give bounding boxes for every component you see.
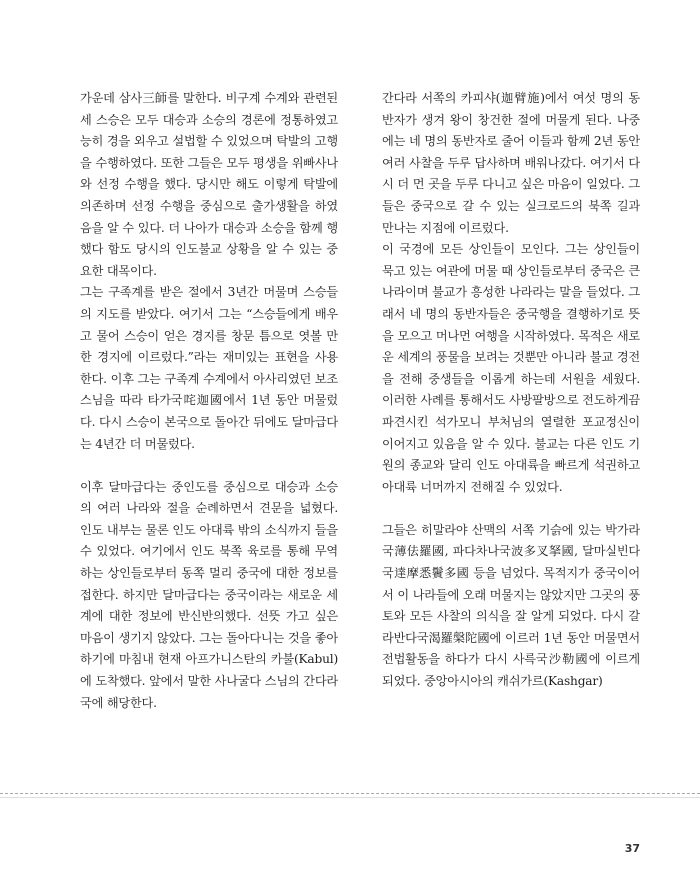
right-paragraph-1: 간다라 서쪽의 카피샤(迦臂施)에서 여섯 명의 동반자가 생겨 왕이 창건한 절에 머물게 된다. 나중에는 네 명의 동반자로 줄어 이들과 함께 2년 동안 여러 사찰을 두루 답사하며 배워나갔다. 여기서 다시 더 먼 곳을 두루 다니고 싶은 마음이 일었다. 그들은 중국으로 갈 수 있는 실크로드의 북쪽 길과 만나는 지점에 이르렀다. xyxy=(382,91,640,235)
right-paragraph-2: 이 국경에 모든 상인들이 모인다. 그는 상인들이 묵고 있는 여관에 머물 때 상인들로부터 중국은 큰 나라이며 불교가 흥성한 나라라는 말을 들었다. 그래서 네 명의 동반자들은 중국행을 결행하기로 뜻을 모으고 머나먼 여행을 시작하였다. 목적은 새로운 세계의 풍물을 보려는 것뿐만 아니라 불교 경전을 전해 중생들을 이롭게 하는데 서원을 세웠다. 이러한 사례를 통해서도 사방팔방으로 전도하게끔 파견시킨 석가모니 부처님의 열렬한 포교정신이 이어지고 있음을 알 수 있다. 불교는 다른 인도 기원의 종교와 달리 인도 아대륙을 빠르게 석권하고 아대륙 너머까지 전해질 수 있었다. xyxy=(382,242,640,494)
paragraph-gap xyxy=(382,498,640,520)
right-column xyxy=(382,88,640,693)
left-paragraph-3: 이후 달마급다는 중인도를 중심으로 대승과 소승의 여러 나라와 절을 순례하면서 견문을 넓혔다. 인도 내부는 물론 인도 아대륙 밖의 소식까지 들을 수 있었다. 여기에서 인도 북쪽 육로를 통해 무역하는 상인들로부터 동쪽 멀리 중국에 대한 정보를 접한다. 하지만 달마급다는 중국이라는 새로운 세계에 대한 정보에 반신반의했다. 선뜻 가고 싶은 마음이 생기지 않았다. 그는 돌아다니는 것을 좋아하기에 마침내 현재 아프가니스탄의 카불(Kabul)에 도착했다. 앞에서 말한 사나굴다 스님의 간다라국에 해당한다. xyxy=(80,479,338,710)
left-column xyxy=(80,88,338,714)
left-paragraph-1: 가운데 삼사三師를 말한다. 비구계 수계와 관련된 세 스승은 모두 대승과 소승의 경론에 정통하였고 능히 경을 외우고 설법할 수 있었으며 탁발의 고행을 수행하였다. 또한 그들은 모두 평생을 위빠사나와 선정 수행을 했다. 당시만 해도 이렇게 탁발에 의존하며 선정 수행을 중심으로 출가생활을 하였음을 알 수 있다. 더 나아가 대승과 소승을 함께 행했다 함도 당시의 인도불교 상황을 알 수 있는 중요한 대목이다. xyxy=(80,91,338,278)
paragraph-gap xyxy=(80,455,338,477)
right-paragraph-3: 그들은 히말라야 산맥의 서쪽 기슭에 있는 박가라국薄佉羅國, 파다차나국波多叉拏國, 달마실빈다국達摩悉鬢多國 등을 넘었다. 목적지가 중국이어서 이 나라들에 오래 머물지는 않았지만 그곳의 풍토와 모든 사찰의 의식을 잘 알게 되었다. 다시 갈라반다국渴羅槃陀國에 이르러 1년 동안 머물면서 전법활동을 하다가 다시 사륵국沙勒國에 이르게 되었다. 중앙아시아의 캐쉬가르(Kashgar) xyxy=(382,522,640,689)
footer-divider xyxy=(0,793,700,794)
left-paragraph-2: 그는 구족계를 받은 절에서 3년간 머물며 스승들의 지도를 받았다. 여기서 그는 “스승들에게 배우고 물어 스승이 얻은 경지를 창문 틈으로 엿볼 만한 경지에 이르렀다.”라는 재미있는 표현을 사용한다. 이후 그는 구족계 수계에서 아사리였던 보조 스님을 따라 타가국咤迦國에서 1년 동안 머물렀다. 다시 스승이 본국으로 돌아간 뒤에도 달마급다는 4년간 더 머물렀다. xyxy=(80,285,338,451)
footer-divider-shadow xyxy=(0,797,700,798)
page-number: 37 xyxy=(624,842,640,855)
